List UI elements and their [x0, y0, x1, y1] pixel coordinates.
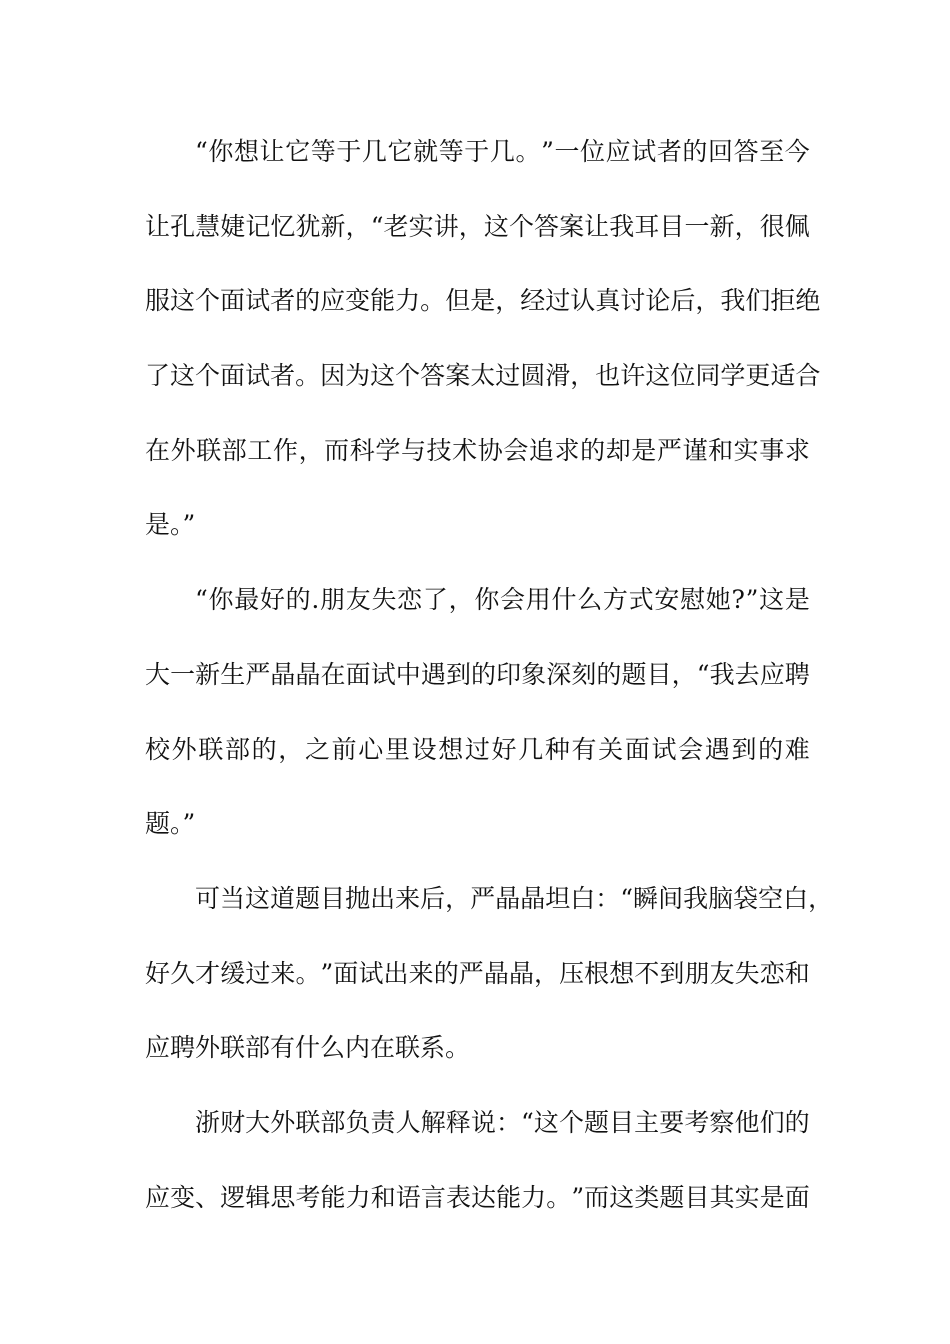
paragraph-1-line-3: 服 这 个 面 试 者 的 应 变 能 力 。 但 是 ， 经 过 认 真 讨 论 后 ， 我 们 拒 绝 [145, 286, 821, 316]
paragraph-2-line-3: 校 外 联 部 的 ， 之 前 心 里 设 想 过 好 几 种 有 关 面 试 会 遇 到 的 难 [145, 734, 810, 764]
paragraph-3-line-1: 可 当 这 道 题 目 抛 出 来 后 ， 严 晶 晶 坦 白 ： “ 瞬 间 我 脑 袋 空 白 ， [195, 883, 834, 913]
paragraph-2-line-4: 题。” [145, 809, 196, 839]
paragraph-1-line-6: 是。” [145, 510, 196, 540]
paragraph-4-line-1: 浙 财 大 外 联 部 负 责 人 解 释 说 ： “ 这 个 题 目 主 要 考 察 他 们 的 [195, 1107, 810, 1137]
document-body [145, 127, 834, 1247]
paragraph-1-line-2: 让 孔 慧 婕 记 忆 犹 新 ， “ 老 实 讲 ， 这 个 答 案 让 我 耳 目 一 新 ， 很 佩 [145, 211, 810, 241]
paragraph-2-line-1: “ 你 最 好 的 . 朋 友 失 恋 了 ， 你 会 用 什 么 方 式 安 慰 她 ? ” 这 是 [195, 585, 810, 615]
paragraph-1-line-1: “ 你 想 让 它 等 于 几 它 就 等 于 几 。 ” 一 位 应 试 者 的 回 答 至 今 [195, 137, 810, 166]
paragraph-1-line-4: 了 这 个 面 试 者 。 因 为 这 个 答 案 太 过 圆 滑 ， 也 许 这 位 同 学 更 适 合 [145, 361, 821, 391]
paragraph-3-line-3: 应聘外联部有什么内在联系。 [145, 1033, 471, 1063]
paragraph-2-line-2: 大 一 新 生 严 晶 晶 在 面 试 中 遇 到 的 印 象 深 刻 的 题 目 ， “ 我 去 应 聘 [145, 659, 810, 689]
paragraph-4-line-2: 应 变 、 逻 辑 思 考 能 力 和 语 言 表 达 能 力 。 ” 而 这 类 题 目 其 实 是 面 [145, 1182, 810, 1212]
paragraph-1-line-5: 在 外 联 部 工 作 ， 而 科 学 与 技 术 协 会 追 求 的 却 是 严 谨 和 实 事 求 [145, 435, 810, 465]
paragraph-3-line-2: 好 久 才 缓 过 来 。 ” 面 试 出 来 的 严 晶 晶 ， 压 根 想 不 到 朋 友 失 恋 和 [145, 958, 810, 988]
